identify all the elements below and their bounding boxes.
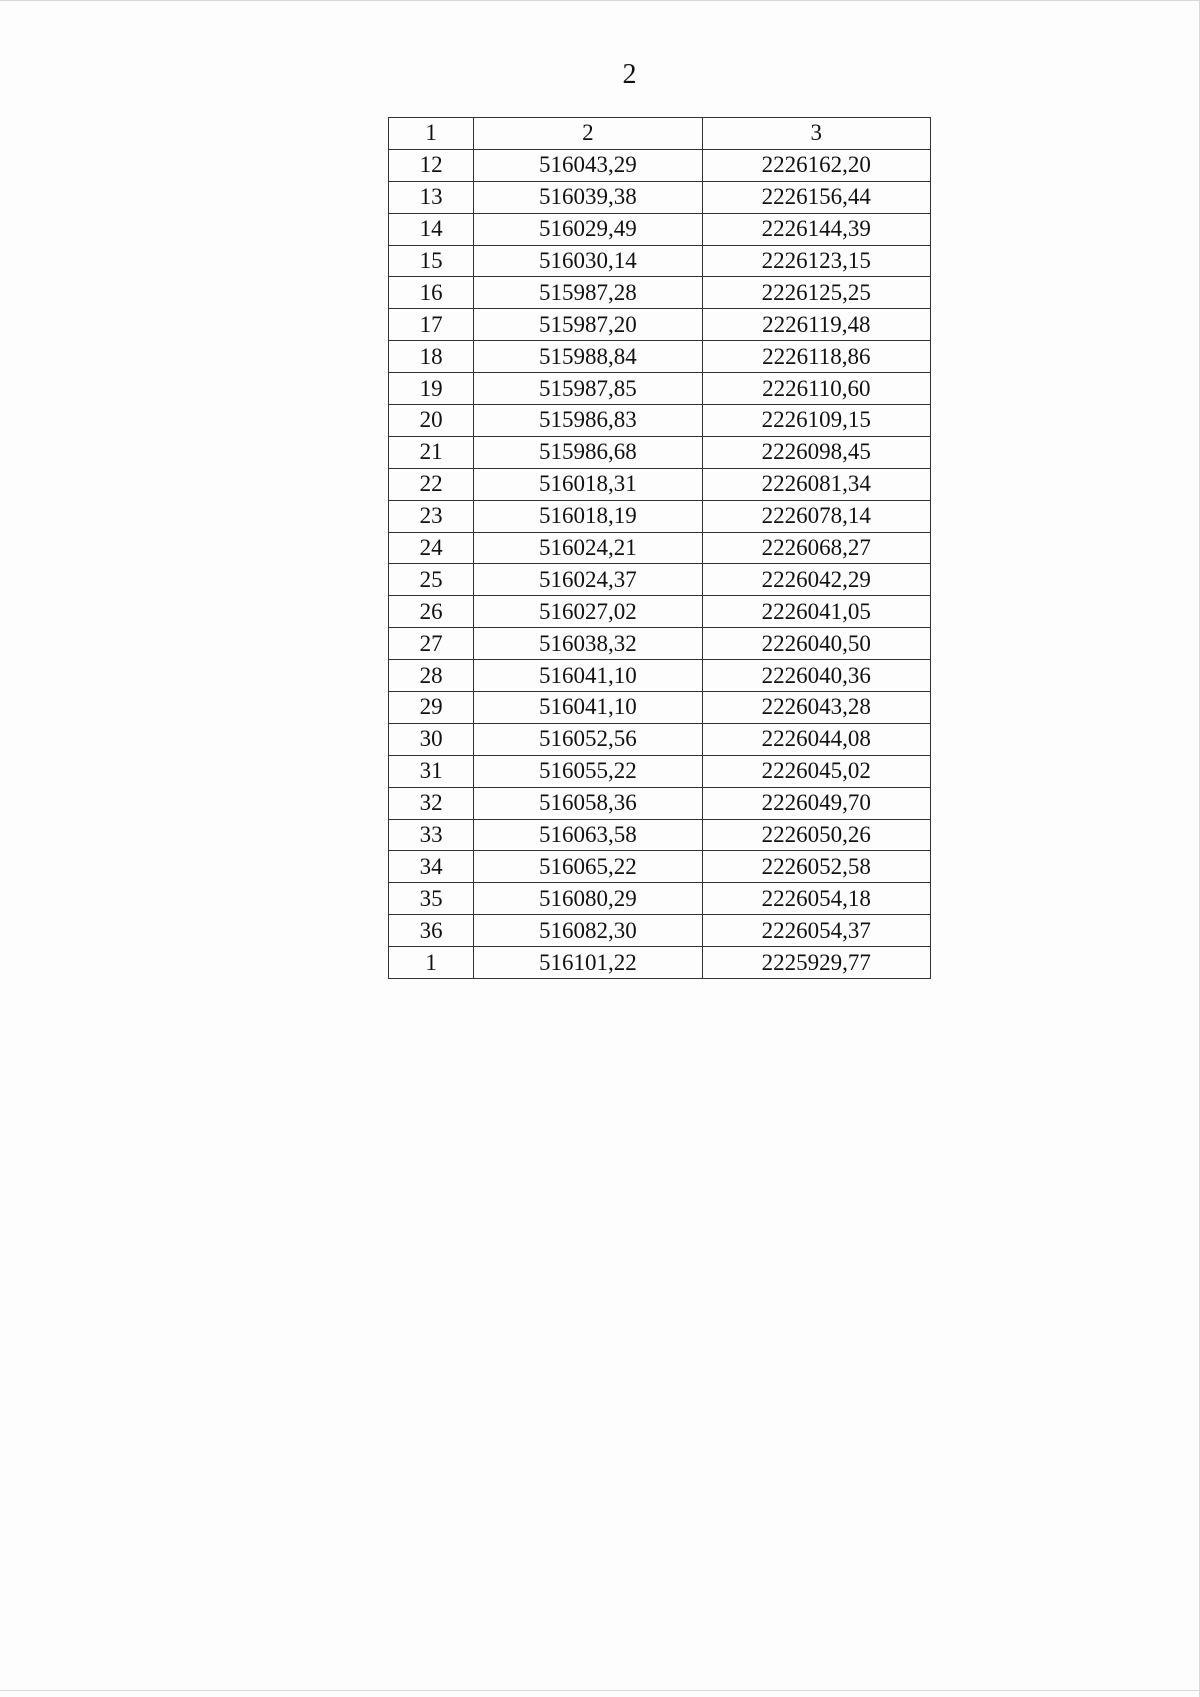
table-row bbox=[389, 245, 931, 277]
y-coordinate-cell: 2226123,15 bbox=[702, 245, 930, 277]
x-coordinate-cell: 515986,83 bbox=[474, 405, 702, 437]
table-row bbox=[389, 692, 931, 724]
table-row bbox=[389, 468, 931, 500]
point-number-cell: 33 bbox=[389, 819, 474, 851]
y-coordinate-cell: 2226049,70 bbox=[702, 787, 930, 819]
point-number-cell: 34 bbox=[389, 851, 474, 883]
y-coordinate-cell: 2226043,28 bbox=[702, 692, 930, 724]
y-coordinate-cell: 2226054,37 bbox=[702, 915, 930, 947]
y-coordinate-cell: 2226044,08 bbox=[702, 723, 930, 755]
x-coordinate-cell: 516052,56 bbox=[474, 723, 702, 755]
x-coordinate-cell: 516041,10 bbox=[474, 692, 702, 724]
column-header: 1 bbox=[389, 118, 474, 150]
table-row bbox=[389, 213, 931, 245]
y-coordinate-cell: 2226040,36 bbox=[702, 660, 930, 692]
y-coordinate-cell: 2226144,39 bbox=[702, 213, 930, 245]
x-coordinate-cell: 516030,14 bbox=[474, 245, 702, 277]
point-number-cell: 24 bbox=[389, 532, 474, 564]
x-coordinate-cell: 515987,20 bbox=[474, 309, 702, 341]
point-number-cell: 29 bbox=[389, 692, 474, 724]
x-coordinate-cell: 516029,49 bbox=[474, 213, 702, 245]
x-coordinate-cell: 515988,84 bbox=[474, 341, 702, 373]
x-coordinate-cell: 516065,22 bbox=[474, 851, 702, 883]
x-coordinate-cell: 515987,85 bbox=[474, 373, 702, 405]
table-row bbox=[389, 628, 931, 660]
y-coordinate-cell: 2226118,86 bbox=[702, 341, 930, 373]
point-number-cell: 23 bbox=[389, 500, 474, 532]
table-row bbox=[389, 723, 931, 755]
x-coordinate-cell: 516024,21 bbox=[474, 532, 702, 564]
point-number-cell: 21 bbox=[389, 436, 474, 468]
table-row bbox=[389, 819, 931, 851]
table-row bbox=[389, 405, 931, 437]
x-coordinate-cell: 516027,02 bbox=[474, 596, 702, 628]
table-row bbox=[389, 564, 931, 596]
table-row bbox=[389, 532, 931, 564]
x-coordinate-cell: 516018,19 bbox=[474, 500, 702, 532]
y-coordinate-cell: 2226098,45 bbox=[702, 436, 930, 468]
x-coordinate-cell: 516043,29 bbox=[474, 149, 702, 181]
x-coordinate-cell: 516082,30 bbox=[474, 915, 702, 947]
x-coordinate-cell: 516041,10 bbox=[474, 660, 702, 692]
x-coordinate-cell: 516018,31 bbox=[474, 468, 702, 500]
scan-edge-bottom bbox=[0, 1690, 1200, 1691]
table-row bbox=[389, 309, 931, 341]
point-number-cell: 17 bbox=[389, 309, 474, 341]
table-row bbox=[389, 915, 931, 947]
table-row bbox=[389, 755, 931, 787]
y-coordinate-cell: 2226125,25 bbox=[702, 277, 930, 309]
x-coordinate-cell: 515986,68 bbox=[474, 436, 702, 468]
table-row bbox=[389, 277, 931, 309]
x-coordinate-cell: 516101,22 bbox=[474, 947, 702, 979]
table-row bbox=[389, 883, 931, 915]
table-body bbox=[389, 149, 931, 978]
x-coordinate-cell: 516063,58 bbox=[474, 819, 702, 851]
point-number-cell: 20 bbox=[389, 405, 474, 437]
x-coordinate-cell: 516038,32 bbox=[474, 628, 702, 660]
table-row bbox=[389, 851, 931, 883]
point-number-cell: 31 bbox=[389, 755, 474, 787]
y-coordinate-cell: 2226119,48 bbox=[702, 309, 930, 341]
point-number-cell: 15 bbox=[389, 245, 474, 277]
column-header: 3 bbox=[702, 118, 930, 150]
point-number-cell: 19 bbox=[389, 373, 474, 405]
table-row bbox=[389, 181, 931, 213]
y-coordinate-cell: 2226068,27 bbox=[702, 532, 930, 564]
point-number-cell: 14 bbox=[389, 213, 474, 245]
y-coordinate-cell: 2226040,50 bbox=[702, 628, 930, 660]
point-number-cell: 22 bbox=[389, 468, 474, 500]
point-number-cell: 30 bbox=[389, 723, 474, 755]
x-coordinate-cell: 516055,22 bbox=[474, 755, 702, 787]
table-row bbox=[389, 660, 931, 692]
page-number: 2 bbox=[622, 59, 637, 90]
point-number-cell: 32 bbox=[389, 787, 474, 819]
x-coordinate-cell: 516024,37 bbox=[474, 564, 702, 596]
y-coordinate-cell: 2226041,05 bbox=[702, 596, 930, 628]
y-coordinate-cell: 2226042,29 bbox=[702, 564, 930, 596]
table-header-row bbox=[389, 118, 931, 150]
point-number-cell: 16 bbox=[389, 277, 474, 309]
y-coordinate-cell: 2226052,58 bbox=[702, 851, 930, 883]
coordinates-table bbox=[388, 117, 931, 979]
y-coordinate-cell: 2226110,60 bbox=[702, 373, 930, 405]
column-header: 2 bbox=[474, 118, 702, 150]
x-coordinate-cell: 516080,29 bbox=[474, 883, 702, 915]
y-coordinate-cell: 2226109,15 bbox=[702, 405, 930, 437]
point-number-cell: 13 bbox=[389, 181, 474, 213]
point-number-cell: 18 bbox=[389, 341, 474, 373]
table-row bbox=[389, 596, 931, 628]
y-coordinate-cell: 2226162,20 bbox=[702, 149, 930, 181]
table-row bbox=[389, 947, 931, 979]
point-number-cell: 27 bbox=[389, 628, 474, 660]
x-coordinate-cell: 516039,38 bbox=[474, 181, 702, 213]
scan-edge-top bbox=[0, 0, 1200, 1]
y-coordinate-cell: 2226054,18 bbox=[702, 883, 930, 915]
y-coordinate-cell: 2226050,26 bbox=[702, 819, 930, 851]
point-number-cell: 28 bbox=[389, 660, 474, 692]
table-row bbox=[389, 436, 931, 468]
table-row bbox=[389, 149, 931, 181]
table-row bbox=[389, 373, 931, 405]
table-row bbox=[389, 787, 931, 819]
y-coordinate-cell: 2225929,77 bbox=[702, 947, 930, 979]
point-number-cell: 25 bbox=[389, 564, 474, 596]
y-coordinate-cell: 2226045,02 bbox=[702, 755, 930, 787]
point-number-cell: 1 bbox=[389, 947, 474, 979]
x-coordinate-cell: 516058,36 bbox=[474, 787, 702, 819]
y-coordinate-cell: 2226156,44 bbox=[702, 181, 930, 213]
point-number-cell: 36 bbox=[389, 915, 474, 947]
point-number-cell: 12 bbox=[389, 149, 474, 181]
y-coordinate-cell: 2226081,34 bbox=[702, 468, 930, 500]
x-coordinate-cell: 515987,28 bbox=[474, 277, 702, 309]
point-number-cell: 26 bbox=[389, 596, 474, 628]
table-row bbox=[389, 500, 931, 532]
point-number-cell: 35 bbox=[389, 883, 474, 915]
y-coordinate-cell: 2226078,14 bbox=[702, 500, 930, 532]
table-row bbox=[389, 341, 931, 373]
